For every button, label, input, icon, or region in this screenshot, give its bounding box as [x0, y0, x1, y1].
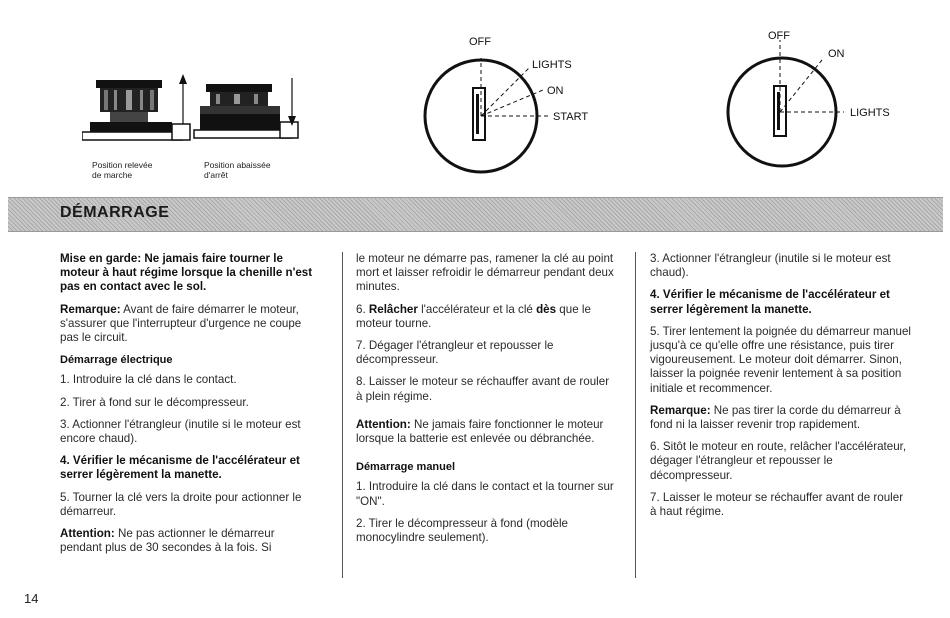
step-7: 7. Dégager l'étrangleur et repousser le décompresseur.	[356, 339, 554, 367]
label-lights: LIGHTS	[532, 59, 572, 71]
step-6: 6. Sitôt le moteur en route, relâcher l'accélérateur, dégager l'étrangleur et repousser le décompresseur.	[650, 440, 907, 482]
step-6-as-soon: dès	[536, 302, 557, 316]
label-off: OFF	[768, 30, 790, 42]
decompressor-figure	[82, 70, 312, 163]
column-3	[650, 252, 912, 527]
ignition-switch-diagram-electric	[415, 28, 615, 178]
decompressor-illustration	[82, 70, 312, 158]
remark-paragraph	[650, 404, 912, 432]
section-title: DÉMARRAGE	[60, 204, 170, 221]
step-1: 1. Introduire la clé dans le contact et la tourner sur "ON".	[356, 480, 614, 508]
attention-label: Attention:	[356, 417, 411, 431]
caption-raised-line2: de marche	[92, 170, 133, 180]
remark-label: Remarque:	[60, 302, 121, 316]
caption-lowered-line2: d'arrêt	[204, 170, 228, 180]
page-number: 14	[24, 591, 39, 606]
remark-text: Avant de faire démarrer le moteur, s'assurer que l'interrupteur d'urgence ne coupe pas le circuit.	[60, 302, 302, 345]
step-3: 3. Actionner l'étrangleur (inutile si le moteur est chaud).	[650, 252, 891, 280]
caption-raised-line1: Position relevée	[92, 160, 153, 170]
continuation-text: le moteur ne démarre pas, ramener la clé au point mort et laisser refroidir le démarreur pendant deux minutes.	[356, 252, 614, 294]
attention-paragraph	[60, 527, 318, 555]
step-4: 4. Vérifier le mécanisme de l'accélérateur et serrer légèrement la manette.	[650, 288, 890, 316]
step-5: 5. Tirer lentement la poignée du démarreur manuel jusqu'à ce qu'elle offre une résistance, puis tirer vigoureusement. Le moteur doit démarrer. Sinon, laisser la poignée revenir lentement à sa position initiale et recommencer.	[650, 324, 912, 395]
step-6-text-b: que le moteur tourne.	[356, 302, 591, 330]
ignition-switch-figure-manual	[700, 28, 920, 183]
label-lights: LIGHTS	[850, 107, 890, 119]
step-5: 5. Tourner la clé vers la droite pour actionner le démarreur.	[60, 490, 302, 518]
remark-paragraph	[60, 303, 318, 346]
label-on: ON	[828, 48, 845, 60]
ignition-switch-figure-electric	[415, 28, 615, 183]
knob-lowered	[194, 84, 298, 138]
heading-manual-start: Démarrage manuel	[356, 461, 456, 474]
warning-text: Mise en garde: Ne jamais faire tourner le moteur à haut régime lorsque la chenille n'est pas en contact avec le sol.	[60, 252, 313, 294]
step-2: 2. Tirer à fond sur le décompresseur.	[60, 395, 249, 409]
attention-text: Ne jamais faire fonctionner le moteur lorsque la batterie est enlevée ou débranchée.	[356, 417, 604, 446]
label-start: START	[553, 111, 589, 123]
step-2: 2. Tirer le décompresseur à fond (modèle monocylindre seulement).	[356, 516, 569, 545]
step-1: 1. Introduire la clé dans le contact.	[60, 373, 237, 387]
caption-lowered	[204, 160, 271, 180]
step-4: 4. Vérifier le mécanisme de l'accélérateur et serrer légèrement la manette.	[60, 454, 300, 482]
caption-raised	[92, 160, 152, 180]
attention-text: Ne pas actionner le démarreur pendant plus de 30 secondes à la fois. Si	[60, 527, 275, 555]
section-banner	[8, 197, 943, 232]
ignition-switch-diagram-manual	[700, 28, 920, 178]
caption-lowered-line1: Position abaissée	[204, 160, 271, 170]
column-divider-2	[635, 252, 636, 578]
remark-label: Remarque:	[650, 403, 711, 417]
attention-paragraph	[356, 418, 614, 446]
step-6-release: Relâcher	[368, 302, 418, 316]
column-divider-1	[342, 252, 343, 578]
knob-raised	[82, 80, 190, 140]
column-1	[60, 252, 318, 563]
step-6-text-a: l'accélérateur et la clé	[417, 302, 537, 316]
label-off: OFF	[469, 36, 491, 48]
step-7: 7. Laisser le moteur se réchauffer avant de rouler à haut régime.	[650, 490, 904, 519]
heading-electric-start: Démarrage électrique	[60, 354, 173, 367]
step-6-number: 6.	[356, 302, 369, 316]
attention-label: Attention:	[60, 527, 115, 541]
step-3: 3. Actionner l'étrangleur (inutile si le moteur est encore chaud).	[60, 417, 301, 446]
step-6	[356, 303, 614, 331]
remark-text: Ne pas tirer la corde du démarreur à fond ni la laisser revenir trop rapidement.	[650, 403, 901, 432]
step-8: 8. Laisser le moteur se réchauffer avant de rouler à plein régime.	[356, 375, 610, 403]
label-on: ON	[547, 85, 564, 97]
column-2	[356, 252, 614, 553]
